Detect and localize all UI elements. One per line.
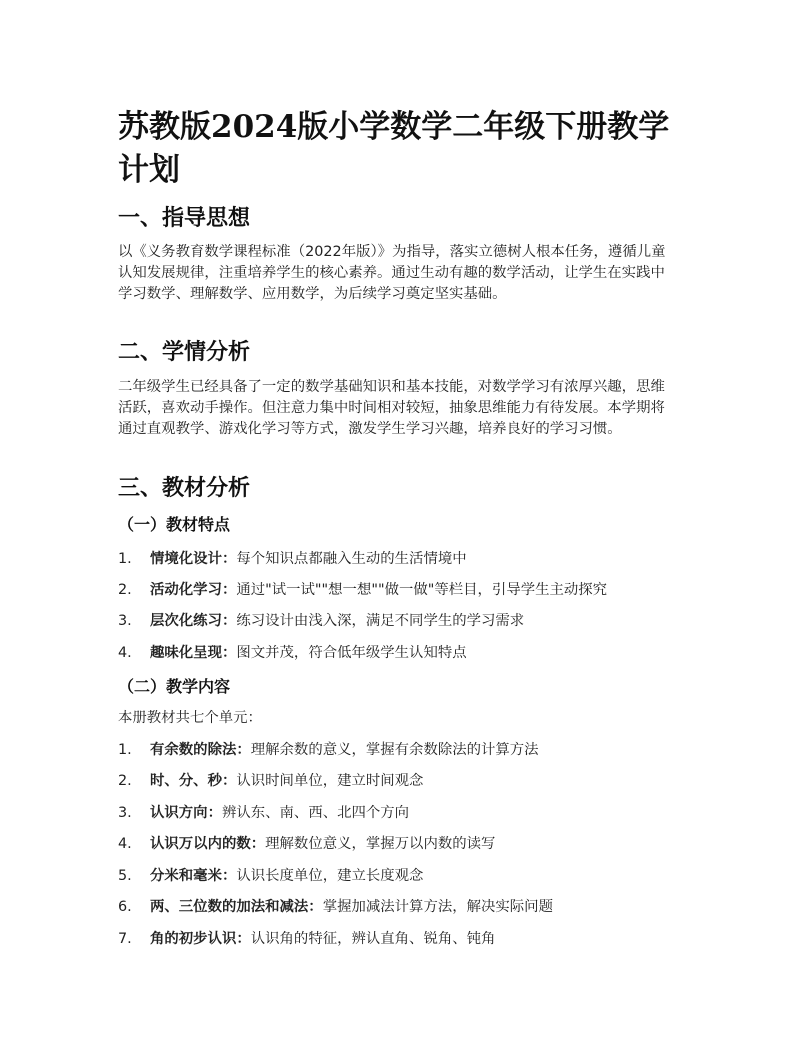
section-paragraph-student-analysis: 二年级学生已经具备了一定的数学基础知识和基本技能，对数学学习有浓厚兴趣，思维活跃，喜欢动手操作。但注意力集中时间相对较短，抽象思维能力有待发展。本学期将通过直观教学、游戏化学习等方式，激发学生学习兴趣，培养良好的学习习惯。 bbox=[118, 379, 665, 437]
list-item-text: 辨认东、南、西、北四个方向 bbox=[221, 805, 410, 821]
document-title: 苏教版2024版小学数学二年级下册教学计划 bbox=[118, 109, 670, 188]
list-item-number: 1. bbox=[118, 551, 132, 567]
list-item-term: 角的初步认识： bbox=[150, 931, 251, 947]
list-item bbox=[118, 642, 678, 664]
subsection-heading-teaching-content: （二）教学内容 bbox=[118, 677, 231, 696]
list-item-number: 4. bbox=[118, 836, 132, 852]
list-item-term: 活动化学习： bbox=[150, 582, 237, 598]
section-heading-textbook-analysis: 三、教材分析 bbox=[118, 476, 251, 501]
list-item-term: 趣味化呈现： bbox=[150, 645, 237, 661]
list-item-term: 情境化设计： bbox=[150, 551, 237, 567]
list-item-term: 有余数的除法： bbox=[150, 742, 251, 758]
list-item-number: 2. bbox=[118, 582, 132, 598]
list-item-number: 7. bbox=[118, 931, 132, 947]
list-item-number: 3. bbox=[118, 613, 132, 629]
list-item-number: 4. bbox=[118, 645, 132, 661]
list-item bbox=[118, 579, 678, 601]
list-item bbox=[118, 802, 678, 824]
section-heading-student-analysis: 二、学情分析 bbox=[118, 340, 251, 365]
list-item-text: 通过"试一试""想一想""做一做"等栏目，引导学生主动探究 bbox=[236, 582, 608, 598]
list-item bbox=[118, 896, 678, 918]
teaching-content-intro: 本册教材共七个单元： bbox=[118, 710, 262, 726]
list-item bbox=[118, 833, 678, 855]
list-item-text: 认识时间单位，建立时间观念 bbox=[236, 773, 424, 789]
list-item bbox=[118, 610, 678, 632]
list-item bbox=[118, 739, 678, 761]
list-item-text: 图文并茂，符合低年级学生认知特点 bbox=[236, 645, 467, 661]
list-item-term: 认识方向： bbox=[150, 805, 222, 821]
list-item bbox=[118, 770, 678, 792]
list-item-text: 练习设计由浅入深，满足不同学生的学习需求 bbox=[236, 613, 525, 629]
list-item bbox=[118, 928, 678, 950]
list-item-number: 6. bbox=[118, 899, 132, 915]
list-item-term: 层次化练习： bbox=[150, 613, 237, 629]
section-paragraph-guiding-ideology: 以《义务教育数学课程标准（2022年版）》为指导，落实立德树人根本任务，遵循儿童认知发展规律，注重培养学生的核心素养。通过生动有趣的数学活动，让学生在实践中学习数学、理解数学、应用数学，为后续学习奠定坚实基础。 bbox=[118, 244, 666, 302]
list-item-text: 理解数位意义，掌握万以内数的读写 bbox=[265, 836, 496, 852]
list-item-text: 认识角的特征，辨认直角、锐角、钝角 bbox=[250, 931, 496, 947]
list-item-term: 时、分、秒： bbox=[150, 773, 237, 789]
list-item-term: 分米和毫米： bbox=[150, 868, 237, 884]
list-item-text: 理解余数的意义，掌握有余数除法的计算方法 bbox=[250, 742, 539, 758]
list-item-number: 1. bbox=[118, 742, 132, 758]
list-item-term: 两、三位数的加法和减法： bbox=[150, 899, 323, 915]
list-item-text: 每个知识点都融入生动的生活情境中 bbox=[236, 551, 467, 567]
list-item bbox=[118, 865, 678, 887]
list-item-term: 认识万以内的数： bbox=[150, 836, 266, 852]
list-item-number: 5. bbox=[118, 868, 132, 884]
list-item-text: 认识长度单位，建立长度观念 bbox=[236, 868, 424, 884]
section-heading-guiding-ideology: 一、指导思想 bbox=[118, 206, 251, 231]
subsection-heading-textbook-features: （一）教材特点 bbox=[118, 515, 231, 534]
list-item-text: 掌握加减法计算方法，解决实际问题 bbox=[322, 899, 553, 915]
list-item-number: 3. bbox=[118, 805, 132, 821]
list-item bbox=[118, 548, 678, 570]
list-item-number: 2. bbox=[118, 773, 132, 789]
